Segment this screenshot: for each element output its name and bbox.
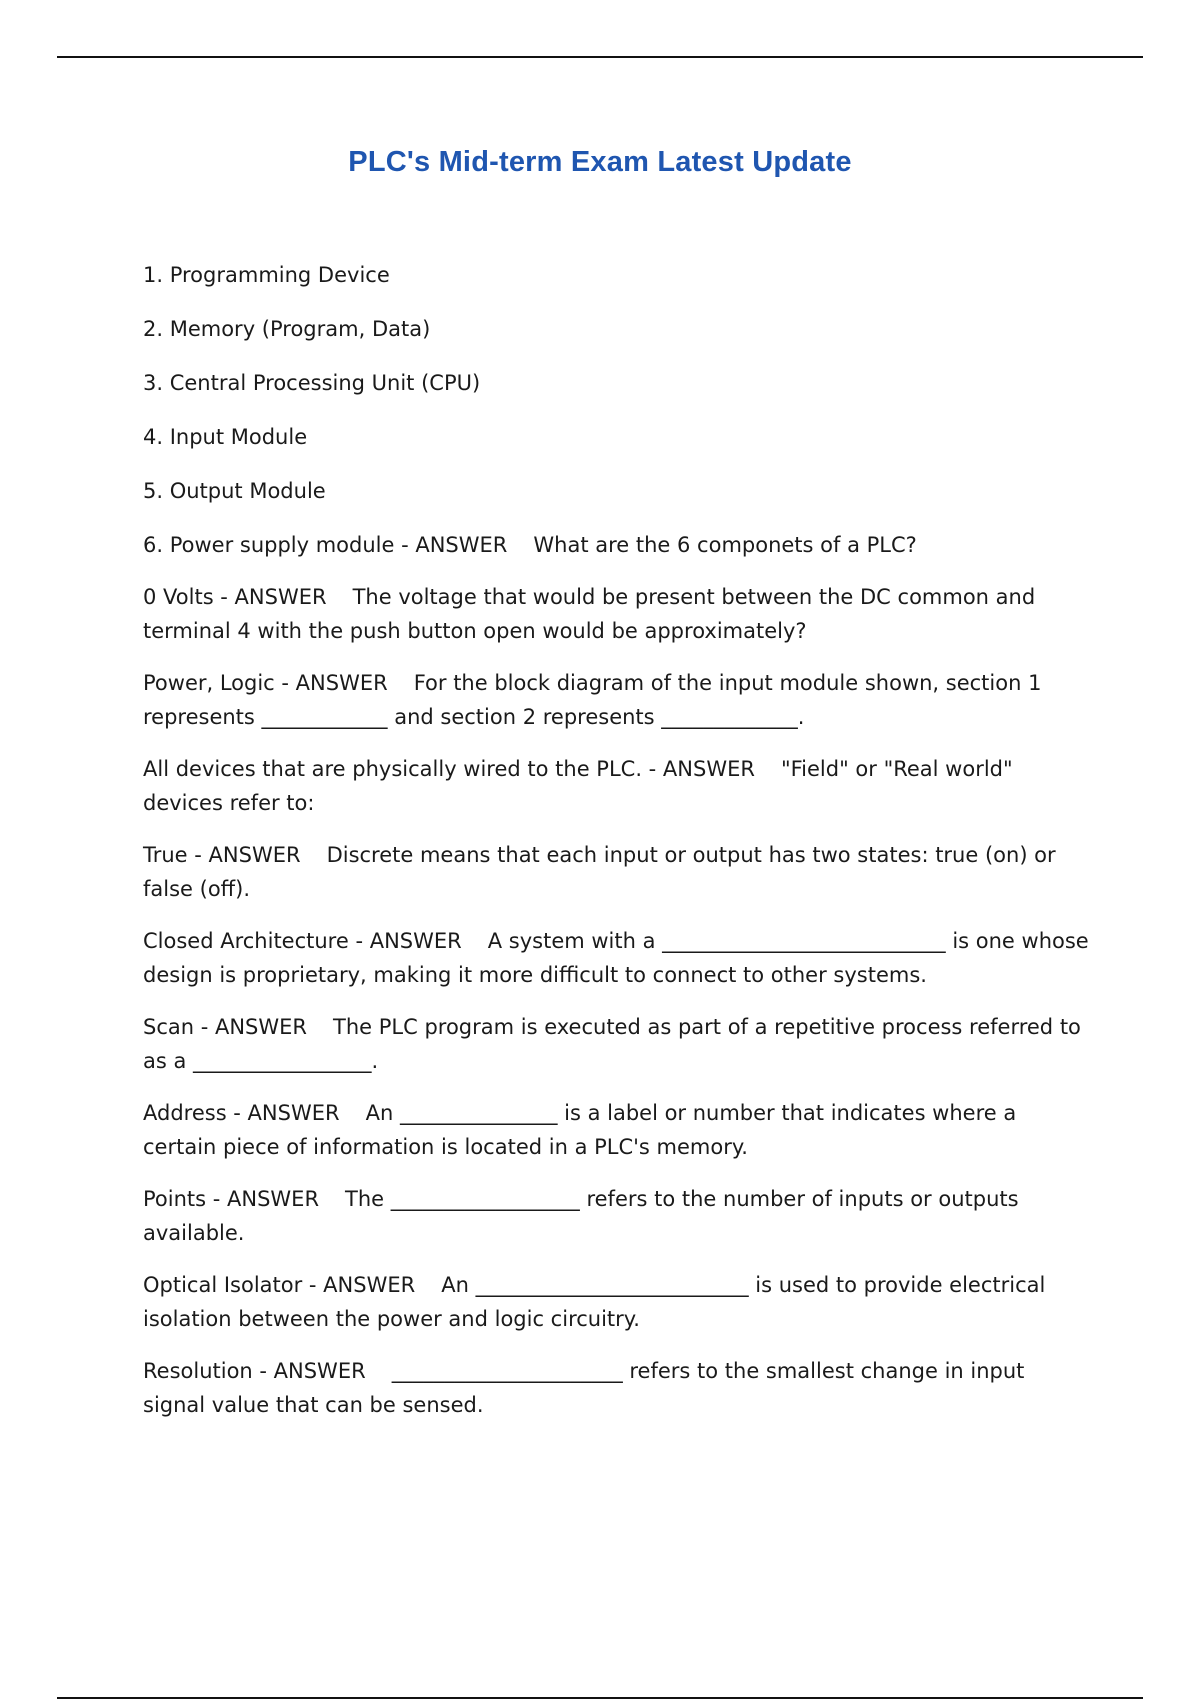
answer-text: True - ANSWER	[143, 843, 301, 867]
answer-text: Scan - ANSWER	[143, 1015, 308, 1039]
qa-item-resolution	[143, 1354, 1093, 1422]
question-text: For the block diagram of the input module shown, section 1 represents ____________ and section 2 represents _____________.	[143, 671, 1042, 729]
qa-item-zero-volts	[143, 580, 1093, 648]
question-text: The __________________ refers to the number of inputs or outputs available.	[143, 1187, 1019, 1245]
question-text: An __________________________ is used to provide electrical isolation between the power and logic circuitry.	[143, 1273, 1046, 1331]
document-body	[143, 258, 1093, 1440]
answer-text: Power, Logic - ANSWER	[143, 671, 388, 695]
component-item-1: 1. Programming Device	[143, 263, 390, 287]
qa-item-address	[143, 1096, 1093, 1164]
qa-item-power-supply	[143, 528, 1093, 562]
qa-item-scan	[143, 1010, 1093, 1078]
component-item-5: 5. Output Module	[143, 479, 326, 503]
component-item-3: 3. Central Processing Unit (CPU)	[143, 371, 481, 395]
qa-item-closed-architecture	[143, 924, 1093, 992]
top-rule	[57, 56, 1143, 58]
component-item-4: 4. Input Module	[143, 425, 308, 449]
answer-text: Resolution - ANSWER	[143, 1359, 366, 1383]
question-text: A system with a ___________________________ is one whose design is proprietary, making it more difficult to connect to other systems.	[143, 929, 1089, 987]
answer-text: Address - ANSWER	[143, 1101, 340, 1125]
question-text: What are the 6 componets of a PLC?	[533, 533, 917, 557]
bottom-rule	[57, 1697, 1143, 1699]
page-title: PLC's Mid-term Exam Latest Update	[348, 146, 852, 178]
question-text: The PLC program is executed as part of a repetitive process referred to as a _________________.	[143, 1015, 1081, 1073]
question-text: Discrete means that each input or output has two states: true (on) or false (off).	[143, 843, 1056, 901]
answer-text: Optical Isolator - ANSWER	[143, 1273, 416, 1297]
question-text: The voltage that would be present between the DC common and terminal 4 with the push button open would be approximately?	[143, 585, 1036, 643]
answer-text: Closed Architecture - ANSWER	[143, 929, 462, 953]
qa-item-field-devices	[143, 752, 1093, 820]
qa-item-power-logic	[143, 666, 1093, 734]
answer-text: All devices that are physically wired to the PLC. - ANSWER	[143, 757, 755, 781]
answer-text: 0 Volts - ANSWER	[143, 585, 327, 609]
qa-item-points	[143, 1182, 1093, 1250]
answer-text: 6. Power supply module - ANSWER	[143, 533, 508, 557]
qa-item-optical-isolator	[143, 1268, 1093, 1336]
answer-text: Points - ANSWER	[143, 1187, 320, 1211]
component-item-2: 2. Memory (Program, Data)	[143, 317, 431, 341]
qa-item-true	[143, 838, 1093, 906]
question-text: An _______________ is a label or number that indicates where a certain piece of information is located in a PLC's memory.	[143, 1101, 1017, 1159]
question-text: ______________________ refers to the smallest change in input signal value that can be sensed.	[143, 1359, 1025, 1417]
question-text: "Field" or "Real world" devices refer to:	[143, 757, 1013, 815]
